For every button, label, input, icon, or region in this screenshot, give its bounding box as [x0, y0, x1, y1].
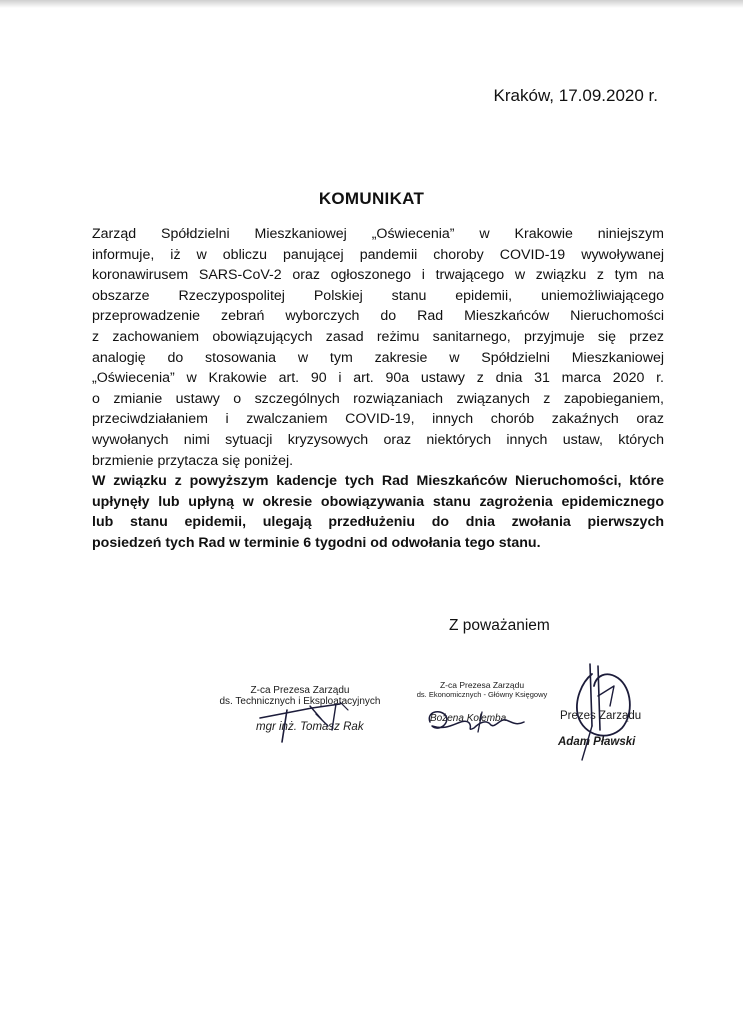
stamp-role-title: Z-ca Prezesa Zarządu	[250, 685, 350, 696]
body-line: obszarze Rzeczypospolitej Polskiej stanu epidemii, uniemożliwiającego	[92, 287, 664, 304]
body-line: Zarząd Spółdzielni Mieszkaniowej „Oświecenia” w Krakowie niniejszym	[92, 226, 664, 242]
body-line: z zachowaniem obowiązujących zasad reżimu sanitarnego, przyjmuje się przez	[92, 328, 664, 345]
stamp-name: Adam Pławski	[558, 736, 636, 748]
stamp-name: Bożena Kolemba	[430, 713, 507, 724]
body-line: informuje, iż w obliczu panującej pandemii choroby COVID-19 wywoływanej	[92, 246, 664, 263]
signature-adam-plawski	[562, 656, 662, 766]
stamp-role-department: ds. Ekonomicznych - Główny Księgowy	[416, 690, 548, 699]
stamp-role-title: Prezes Zarządu	[560, 710, 642, 722]
body-line: analogię do stosowania w tym zakresie w Spółdzielni Mieszkaniowej	[92, 349, 664, 366]
stamp-role-title: Z-ca Prezesa Zarządu	[439, 680, 525, 690]
body-line: lub stanu epidemii, ulegają przedłużeniu do dnia zwołania pierwszych	[92, 514, 664, 531]
announcement-body	[92, 224, 664, 554]
stamp-name: mgr inż. Tomasz Rak	[256, 721, 364, 733]
closing-salutation: Z poważaniem	[449, 617, 550, 634]
document-title: KOMUNIKAT	[318, 189, 425, 208]
place-and-date: Kraków, 17.09.2020 r.	[493, 86, 658, 105]
signature-bozena-kolemba	[420, 702, 530, 742]
body-line: „Oświecenia” w Krakowie art. 90 i art. 90a ustawy z dnia 31 marca 2020 r.	[92, 370, 664, 387]
stamp-role-department: ds. Technicznych i Eksploatacyjnych	[219, 696, 381, 707]
body-line: przeprowadzenie zebrań wyborczych do Rad Mieszkańców Nieruchomości	[92, 308, 664, 325]
body-line: o zmianie ustawy o szczególnych rozwiązaniach związanych z zapobieganiem,	[92, 390, 664, 407]
body-line: W związku z powyższym kadencje tych Rad Mieszkańców Nieruchomości, które	[92, 473, 664, 490]
body-line: koronawirusem SARS-CoV-2 oraz ogłoszonego i trwającego w związku z tym na	[92, 267, 664, 284]
body-line: przeciwdziałaniem i zwalczaniem COVID-19, innych chorób zakaźnych oraz	[92, 411, 664, 428]
scan-edge-shadow	[0, 0, 743, 8]
signature-tomasz-rak	[252, 690, 362, 750]
body-line: wywołanych nimi sytuacji kryzysowych oraz niektórych innych ustaw, których	[92, 431, 664, 448]
body-line: upłynęły lub upłyną w okresie obowiązywania stanu zagrożenia epidemicznego	[92, 493, 664, 510]
body-line: posiedzeń tych Rad w terminie 6 tygodni od odwołania tego stanu.	[92, 534, 541, 551]
body-line: brzmienie przytacza się poniżej.	[92, 452, 294, 469]
